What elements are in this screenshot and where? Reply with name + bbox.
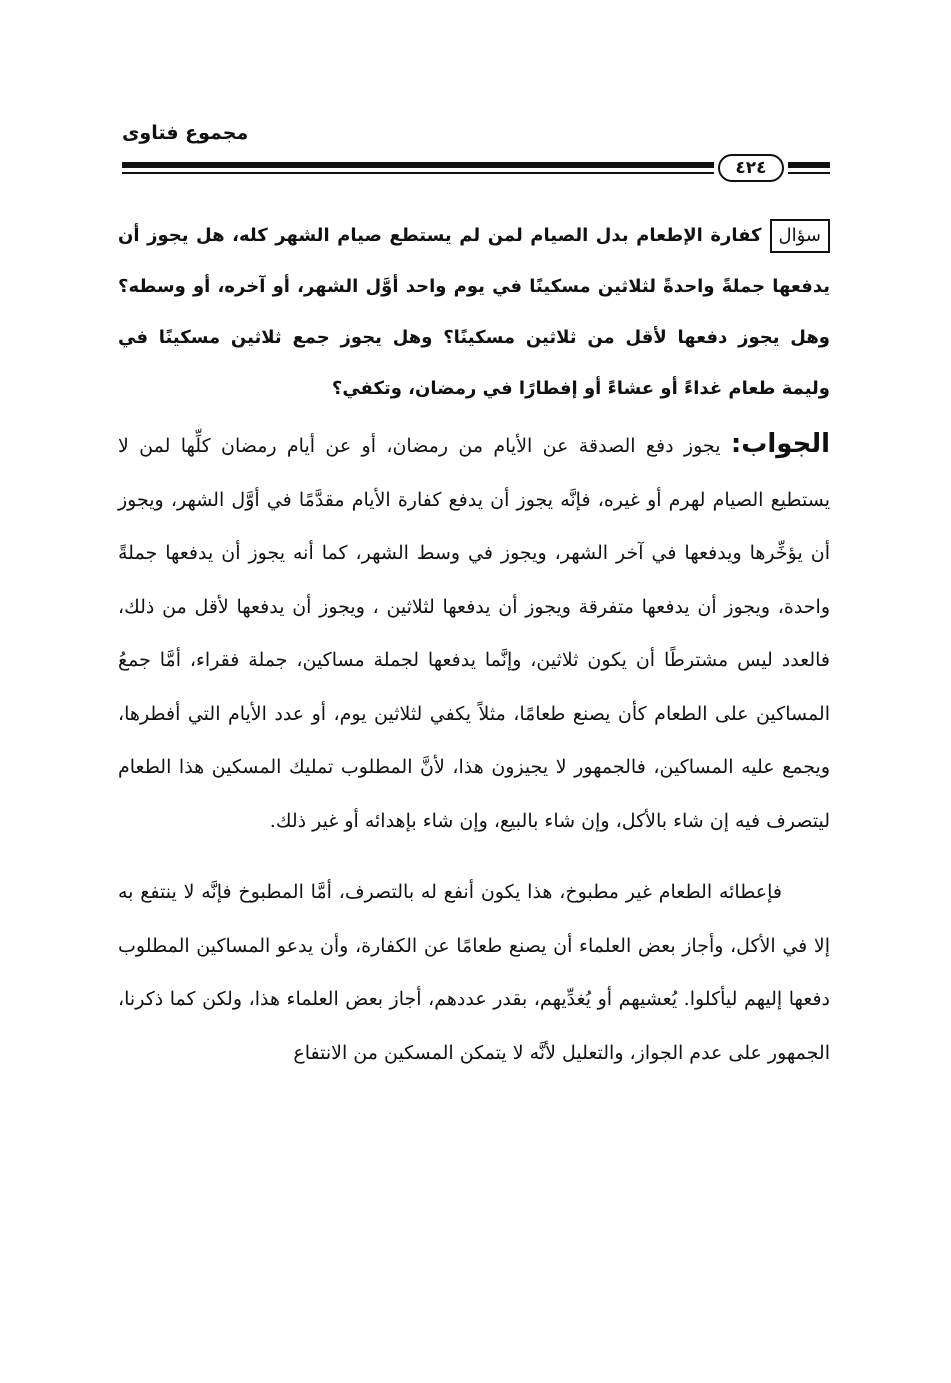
running-title: مجموع فتاوى: [122, 122, 249, 144]
page-number: ٤٢٤: [718, 154, 784, 182]
question-paragraph: [118, 210, 830, 414]
answer-text: يجوز دفع الصدقة عن الأيام من رمضان، أو عن أيام رمضان كلِّها لمن لا يستطيع الصيام لهرم أو غيره، فإنَّه يجوز أن يدفع كفارة الأيام مقدَّمًا في أوَّل الشهر، ويجوز أن يؤخِّرها ويدفعها في آخر الشهر، ويجوز في وسط الشهر، كما أنه يجوز أن يدفعها جملةً واحدة، ويجوز أن يدفعها متفرقة ويجوز أن يدفعها لثلاثين ، ويجوز أن يدفعها لأقل من ذلك، فالعدد ليس مشترطًا أن يكون ثلاثين، وإنَّما يدفعها لجملة مساكين، جملة فقراء، أمَّا جمعُ المساكين على الطعام كأن يصنع طعامًا، مثلاً يكفي لثلاثين يوم، أو عدد الأيام التي أفطرها، ويجمع عليه المساكين، فالجمهور لا يجيزون هذا، لأنَّ المطلوب تمليك المسكين هذا الطعام ليتصرف فيه إن شاء بالأكل، وإن شاء بالبيع، وإن شاء بإهدائه أو غير ذلك.: [118, 435, 831, 832]
page-header: [122, 122, 830, 182]
answer-paragraph: [118, 418, 830, 848]
header-rule-thin: [122, 172, 714, 174]
question-label: سؤال: [770, 219, 830, 253]
header-rule-right: [788, 162, 830, 168]
answer-label: الجواب:: [730, 429, 830, 459]
body-paragraph: فإعطائه الطعام غير مطبوخ، هذا يكون أنفع له بالتصرف، أمَّا المطبوخ فإنَّه لا ينتفع به إلا في الأكل، وأجاز بعض العلماء أن يصنع طعامًا عن الكفارة، وأن يدعو المساكين المطلوب دفعها إليهم ليأكلوا. يُعشيهم أو يُغدِّيهم، بقدر عددهم، أجاز بعض العلماء هذا، ولكن كما ذكرنا، الجمهور على عدم الجواز، والتعليل لأنَّه لا يتمكن المسكين من الانتفاع: [118, 881, 830, 1064]
page-body: [118, 210, 830, 1080]
header-rule: [122, 162, 714, 168]
header-rule-right-thin: [788, 172, 830, 174]
question-text: كفارة الإطعام بدل الصيام لمن لم يستطع صيام الشهر كله، هل يجوز أن يدفعها جملةً واحدةً لثلاثين مسكينًا في يوم واحد أوَّل الشهر، أو آخره، أو وسطه؟ وهل يجوز دفعها لأقل من ثلاثين مسكينًا؟ وهل يجوز جمع ثلاثين مسكينًا في وليمة طعام غداءً أو عشاءً أو إفطارًا في رمضان، وتكفي؟: [118, 225, 830, 399]
